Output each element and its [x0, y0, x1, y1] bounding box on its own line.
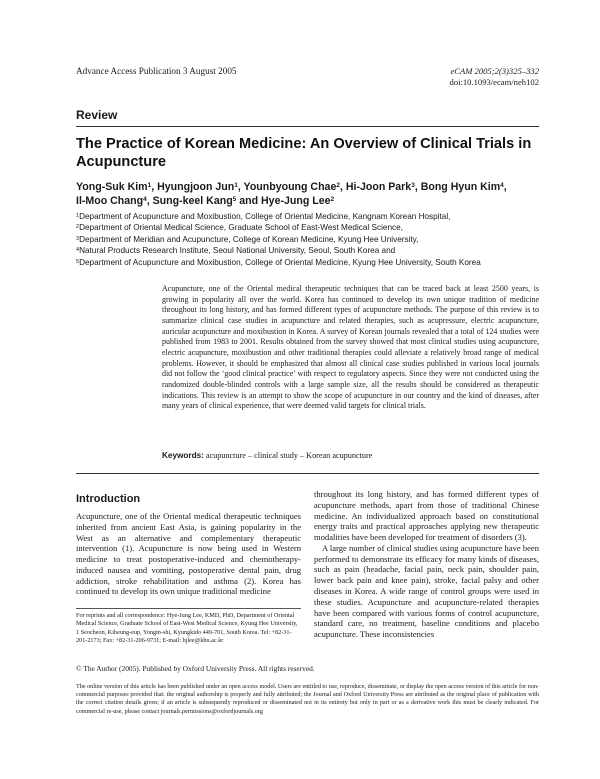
affiliation-text: Natural Products Research Institute, Seoul National University, Seoul, South Korea and — [79, 246, 396, 256]
top-divider — [76, 126, 539, 127]
affiliation-text: Department of Acupuncture and Moxibustion, College of Oriental Medicine, Kangnam Korean Hospital, — [79, 212, 451, 221]
correspondence-footnote: For reprints and all correspondence: Hye-Jung Lee, KMD, PhD, Department of Oriental Medical Science, Graduate School of East-West Medical Science, Kyung Hee University, 1 Seocheon, Kiheung-eup, Yongin-shi, Kyungkido 449-701, South Korea. Tel: +82-31-201-2173; Fax: +82-31-206-9731; E-mail: hjlee@khu.ac.kr — [76, 612, 298, 645]
affiliation-text: Department of Meridian and Acupuncture, College of Korean Medicine, Kyung Hee University, — [79, 234, 419, 244]
abstract-divider — [76, 473, 539, 474]
author-affiliation-mark: 2 — [336, 182, 340, 189]
affiliation-item — [76, 234, 546, 245]
introduction-heading: Introduction — [76, 493, 141, 505]
author-name: Hye-Jung Lee — [261, 195, 331, 207]
affiliation-number: 5 — [76, 258, 80, 265]
article-title: The Practice of Korean Medicine: An Overview of Clinical Trials in Acupuncture — [76, 136, 532, 170]
affiliation-number: 3 — [76, 235, 80, 242]
affiliation-number: 4 — [76, 247, 80, 254]
body-column-left — [76, 511, 301, 597]
author-affiliation-mark: 5 — [232, 196, 237, 203]
author-affiliation-mark: 3 — [411, 182, 415, 189]
affiliation-text: Department of Acupuncture and Moxibustion, College of Oriental Medicine, Kyung Hee University, South Korea — [79, 257, 481, 267]
section-label: Review — [76, 108, 118, 122]
author-name: Hyungjoon Jun — [157, 181, 235, 193]
abstract: Acupuncture, one of the Oriental medical therapeutic techniques that can be traced back at least 2500 years, is growing in popularity all over the world. Korea has continued to develop its own unique tradition of medicine throughout its long history, and has formed different types of acupuncture methods. The purpose of this review is to summarize clinical case studies in acupuncture and related therapies, such as acupressure, electric acupuncture, auricular acupuncture and moxibustion in Korea. A survey of Korean journals revealed that a total of 124 studies were published from 1983 to 2001. Results obtained from the survey showed that most clinical studies using acupuncture, electric acupuncture, moxibustion and other traditional therapies could alleviate a relatively broad range of medical problems. However, it should be emphasized that almost all clinical case studies published in various local journals did not follow the ‘good clinical practice’ with respect to regulatory aspects. Since they were not conducted using the randomized double-blinded controls with a large sample size, all the results should be considered as therapeutic indications. This review is an attempt to show the scope of acupuncture in our country and the kind of diseases, after many years of clinical experience, that were deemed valid targets for clinical trials. — [162, 284, 539, 411]
author-name: Il-Moo Chang — [76, 195, 144, 207]
author-name: Bong Hyun Kim — [420, 181, 501, 193]
author-affiliation-mark: 1 — [147, 182, 152, 189]
author-name: Sung-keel Kang — [152, 195, 233, 207]
footnote-divider — [76, 608, 301, 609]
author-affiliation-mark: 4 — [143, 196, 147, 203]
affiliation-list — [76, 211, 546, 268]
affiliation-number: 1 — [76, 213, 80, 219]
author-affiliation-mark: 4 — [500, 182, 504, 189]
author-affiliation-mark: 1 — [234, 182, 238, 189]
body-paragraph: throughout its long history, and has formed different types of acupuncture methods, apart from those of traditional Chinese medicine. An individualized approach based on constitutional energy traits and practical approaches applying new therapeutic modalities have been developed for treatment of disorders (3). — [314, 489, 539, 543]
doi-link[interactable]: doi:10.1093/ecam/neh102 — [449, 77, 539, 87]
body-paragraph: Acupuncture, one of the Oriental medical therapeutic techniques inherited from ancient East Asia, is gaining popularity in the West as an alternative and complementary therapeutic intervention (1). Acupuncture is now being used in Western medicine to treat postoperative-induced and chemotherapy-induced nausea and vomiting, postoperative dental pain, drug addiction, stroke rehabilitation and asthma (2). Korea has continued to develop its own unique traditional medicine — [76, 511, 301, 597]
author-name: Younbyoung Chae — [243, 181, 337, 193]
keywords — [162, 451, 539, 460]
author-affiliation-mark: 2 — [330, 196, 335, 203]
journal-citation-header — [449, 66, 539, 88]
affiliation-item — [76, 257, 546, 268]
body-column-right — [314, 489, 539, 640]
affiliation-item — [76, 245, 546, 256]
publication-date-header: Advance Access Publication 3 August 2005 — [76, 66, 237, 76]
affiliation-item — [76, 222, 546, 233]
body-paragraph: A large number of clinical studies using acupuncture have been performed to demonstrate its efficacy for many kinds of diseases, such as pain (headache, facial pain, neck pain, shoulder pain, lower back pain and knee pain), stroke, facial palsy and other diseases in Korea. A wide range of control groups were used in these studies. Acupuncture and acupuncture-related therapies have been compared with various forms of control acupuncture, standard care, no treatment, baseline conditions and placebo acupuncture. These inconsistencies — [314, 542, 539, 640]
author-name: Hi-Joon Park — [345, 181, 412, 193]
journal-ref: eCAM 2005;2(3)325–332 — [450, 66, 539, 76]
author-name: Yong-Suk Kim — [76, 181, 148, 193]
affiliation-item — [76, 211, 546, 222]
affiliation-text: Department of Oriental Medical Science, Graduate School of East-West Medical Science, — [79, 223, 403, 233]
keywords-text: acupuncture – clinical study – Korean acupuncture — [205, 451, 373, 460]
author-list: Yong-Suk Kim$^1$, Hyungjoon Jun$^1$, Younbyoung Chae$^2$, Hi-Joon Park$^3$, Bong Hyun Kim$^4$, Il-Moo Chang$^4$, Sung-keel Kang$^5$ and Hye-Jung Lee$^2$ — [76, 181, 507, 207]
affiliation-number: 2 — [76, 224, 80, 231]
keywords-label: Keywords: — [162, 451, 204, 460]
license-notice: The online version of this article has been published under an open access model. Users are entitled to use, reproduce, disseminate, or display the open access version of this article for non-commercial purposes provided that: the original authorship is properly and fully attributed; the Journal and Oxford University Press are attributed as the original place of publication with the correct citation details given; if an article is subsequently reproduced or disseminated not in its entirety but only in part or as a derivative work this must be clearly indicated. For commercial re-use, please contact journals.permissions@oxfordjournals.org — [76, 684, 539, 715]
copyright-notice: © The Author (2005). Published by Oxford University Press. All rights reserved. — [76, 664, 315, 673]
